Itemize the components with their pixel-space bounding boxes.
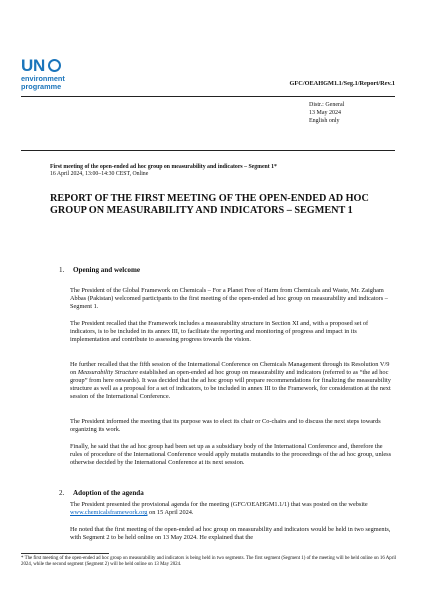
paragraph-text: on 15 April 2024. — [147, 509, 194, 517]
distribution-block — [309, 101, 344, 125]
document-language: English only — [309, 118, 340, 124]
logo-un: UN — [21, 56, 45, 75]
meeting-name: First meeting of the open-ended ad hoc group on measurability and indicators – Segment 1* — [50, 164, 277, 170]
meeting-info — [50, 164, 300, 179]
header-rule-2 — [21, 150, 395, 151]
document-date: 13 May 2024 — [309, 110, 341, 116]
section-title: Opening and welcome — [73, 266, 140, 274]
logo-line-2: programme — [21, 81, 62, 91]
logo-subtitle — [21, 75, 65, 91]
paragraph: The President recalled that the Framework includes a measurability structure in Section XI and, with a proposed set of indicators, is to be included in its annex III, to facilitate the reporting and monitoring of progress and impact in its implementation and contribute to assessing progress towards the vision. — [70, 320, 369, 344]
website-link[interactable]: www.chemicalsframework.org — [70, 509, 148, 517]
report-title: REPORT OF THE FIRST MEETING OF THE OPEN-ENDED AD HOC GROUP ON MEASURABILITY AND INDICATORS – SEGMENT 1 — [50, 193, 369, 216]
document-symbol: GFC/OEAHGM1.1/Seg.1/Report/Rev.1 — [289, 80, 395, 87]
resolution-title: Measurability Structure — [77, 369, 138, 377]
footnote-rule — [21, 553, 109, 554]
logo-line-1: environment — [21, 74, 65, 83]
paragraph: Finally, he said that the ad hoc group had been set up as a subsidiary body of the International Conference and, therefore the rules of procedure of the International Conference would apply mutatis mutandis to the proceedings of the ad hoc group, unless otherwise decided by the International Conference at its next session. — [70, 443, 392, 467]
section-number: 2. — [59, 489, 65, 497]
section-title: Adoption of the agenda — [73, 489, 144, 497]
unep-logo — [21, 57, 101, 91]
paragraph: The President of the Global Framework on Chemicals – For a Planet Free of Harm from Chemicals and Waste, Mr. Zaigham Abbas (Pakistan) welcomed participants to the first meeting of the open-ended ad hoc group on measurability and indicators – Segment 1. — [70, 287, 388, 311]
un-globe-icon — [48, 59, 61, 72]
distribution: Distr.: General — [309, 102, 345, 108]
paragraph-text: established an open-ended ad hoc group on measurability and indicators (referred to as “the ad hoc group” from here onwards). It was decided that the ad hoc group will prepare recommendations for finalizing the measurability structure as well as a proposal for a set of indicators, to be included in annex III to the Framework, for consideration at the next session of the International Conference. — [70, 369, 391, 401]
paragraph — [70, 361, 392, 401]
section-heading-agenda — [59, 489, 144, 497]
section-number: 1. — [59, 266, 65, 274]
meeting-datetime: 16 April 2024, 13:00–14:30 CEST, Online — [50, 171, 149, 178]
section-heading-opening — [59, 266, 140, 274]
paragraph-text: He further recalled that the fifth session of the International Conference on Chemicals Management through its Resolution V/9 on — [70, 361, 390, 377]
paragraph: He noted that the first meeting of the open-ended ad hoc group on measurability and indicators would be held in two segments, with Segment 2 to be held online on 13 May 2024. He explained that the — [70, 526, 391, 542]
footnote: * The first meeting of the open-ended ad hoc group on measurability and indicators is being held in two segments. The first segment (Segment 1) of the meeting will be held online on 16 April 2024, while the second segment (Segment 2) will be held online on 13 May 2024. — [21, 556, 397, 568]
paragraph — [70, 501, 392, 517]
header-rule — [21, 96, 395, 97]
paragraph-text: The President presented the provisional agenda for the meeting (GFC/OEAHGM1.1/1) that was posted on the website — [70, 501, 368, 508]
paragraph: The President informed the meeting that its purpose was to elect its chair or Co-chairs and to discuss the next steps towards organizing its work. — [70, 418, 381, 434]
